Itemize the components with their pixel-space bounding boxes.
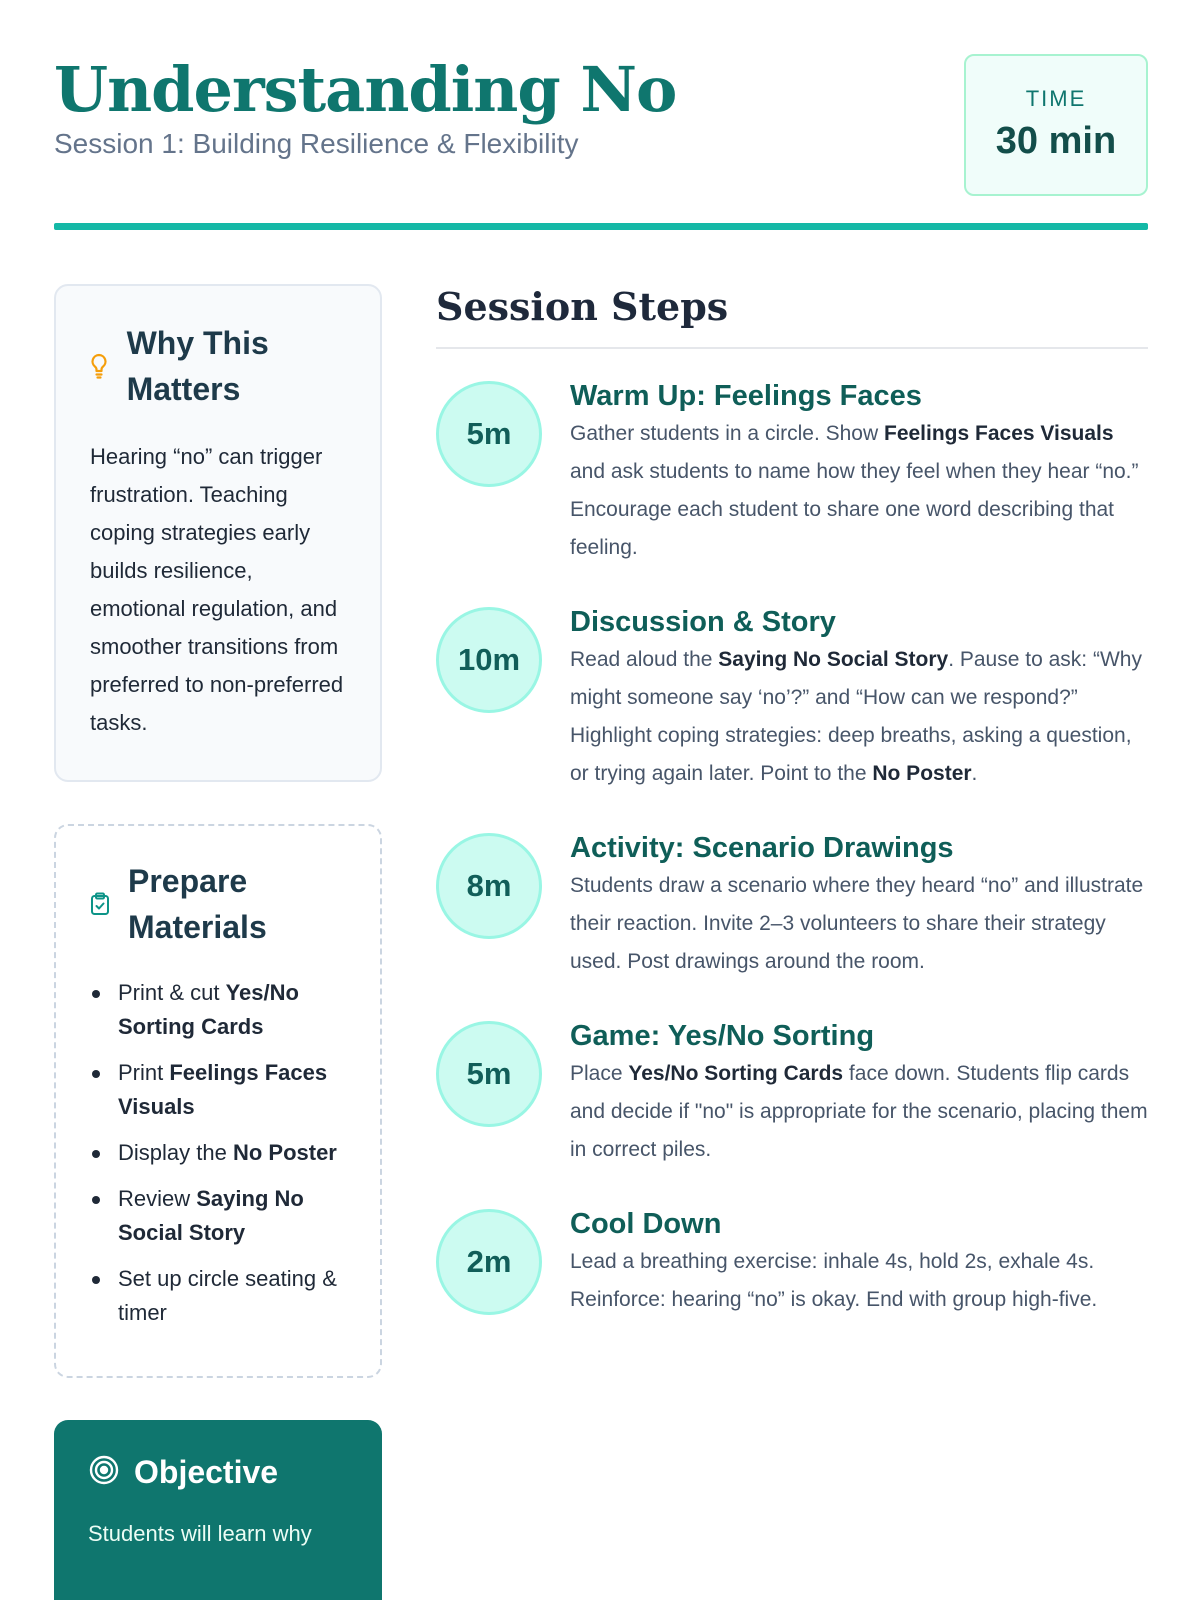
material-item: Print Feelings Faces Visuals [90,1056,350,1124]
header-divider [54,223,1148,230]
why-title: Why This Matters [126,325,269,407]
step-item [436,1017,1148,1169]
step-title: Cool Down [570,1208,722,1240]
steps-title: Session Steps [436,284,1148,349]
why-card [54,284,382,782]
step-description: Lead a breathing exercise: inhale 4s, hold 2s, exhale 4s. Reinforce: hearing “no” is okay. End with group high-five. [570,1250,1098,1311]
step-description: Read aloud the Saying No Social Story. Pause to ask: “Why might someone say ‘no’?” and “How can we respond?” Highlight coping strategies: deep breaths, asking a question, or trying again later. Point to the No Poster. [570,648,1142,785]
objective-text: Students will learn why [88,1521,312,1546]
material-item: Print & cut Yes/No Sorting Cards [90,976,350,1044]
time-label: TIME [1025,86,1087,111]
lightbulb-icon [90,353,109,379]
objective-card [54,1420,382,1600]
objective-title: Objective [134,1454,279,1490]
step-title: Discussion & Story [570,606,836,638]
step-item [436,377,1148,567]
step-item [436,1205,1148,1319]
time-value: 30 min [995,120,1117,162]
step-duration-badge: 2m [436,1209,542,1315]
step-title: Activity: Scenario Drawings [570,832,954,864]
steps-list [436,377,1148,1319]
step-duration-badge: 10m [436,607,542,713]
materials-list [90,976,350,1330]
target-icon [88,1454,120,1491]
material-item: Review Saying No Social Story [90,1182,350,1250]
step-description: Gather students in a circle. Show Feelings Faces Visuals and ask students to name how they feel when they hear “no.” Encourage each student to share one word describing that feeling. [570,422,1139,559]
sidebar [54,284,382,1600]
page-title: Understanding No [54,53,677,126]
prepare-title: Prepare Materials [128,863,267,945]
step-duration-badge: 8m [436,833,542,939]
material-item: Set up circle seating & timer [90,1262,350,1330]
step-item [436,829,1148,981]
prepare-card [54,824,382,1378]
step-title: Game: Yes/No Sorting [570,1020,875,1052]
page-subtitle: Session 1: Building Resilience & Flexibility [54,128,579,159]
clipboard-check-icon [90,892,110,916]
page-header [54,54,1148,200]
step-duration-badge: 5m [436,1021,542,1127]
why-text: Hearing “no” can trigger frustration. Teaching coping strategies early builds resilience, emotional regulation, and smoother transitions from preferred to non-preferred tasks. [90,444,344,735]
time-badge [964,54,1148,196]
step-item [436,603,1148,793]
step-description: Students draw a scenario where they heard “no” and illustrate their reaction. Invite 2–3 volunteers to share their strategy used. Post drawings around the room. [570,874,1144,973]
step-duration-badge: 5m [436,381,542,487]
step-description: Place Yes/No Sorting Cards face down. Students flip cards and decide if "no" is appropriate for the scenario, placing them in correct piles. [570,1062,1148,1161]
session-steps [436,284,1148,1355]
step-title: Warm Up: Feelings Faces [570,380,922,412]
material-item: Display the No Poster [90,1136,350,1170]
